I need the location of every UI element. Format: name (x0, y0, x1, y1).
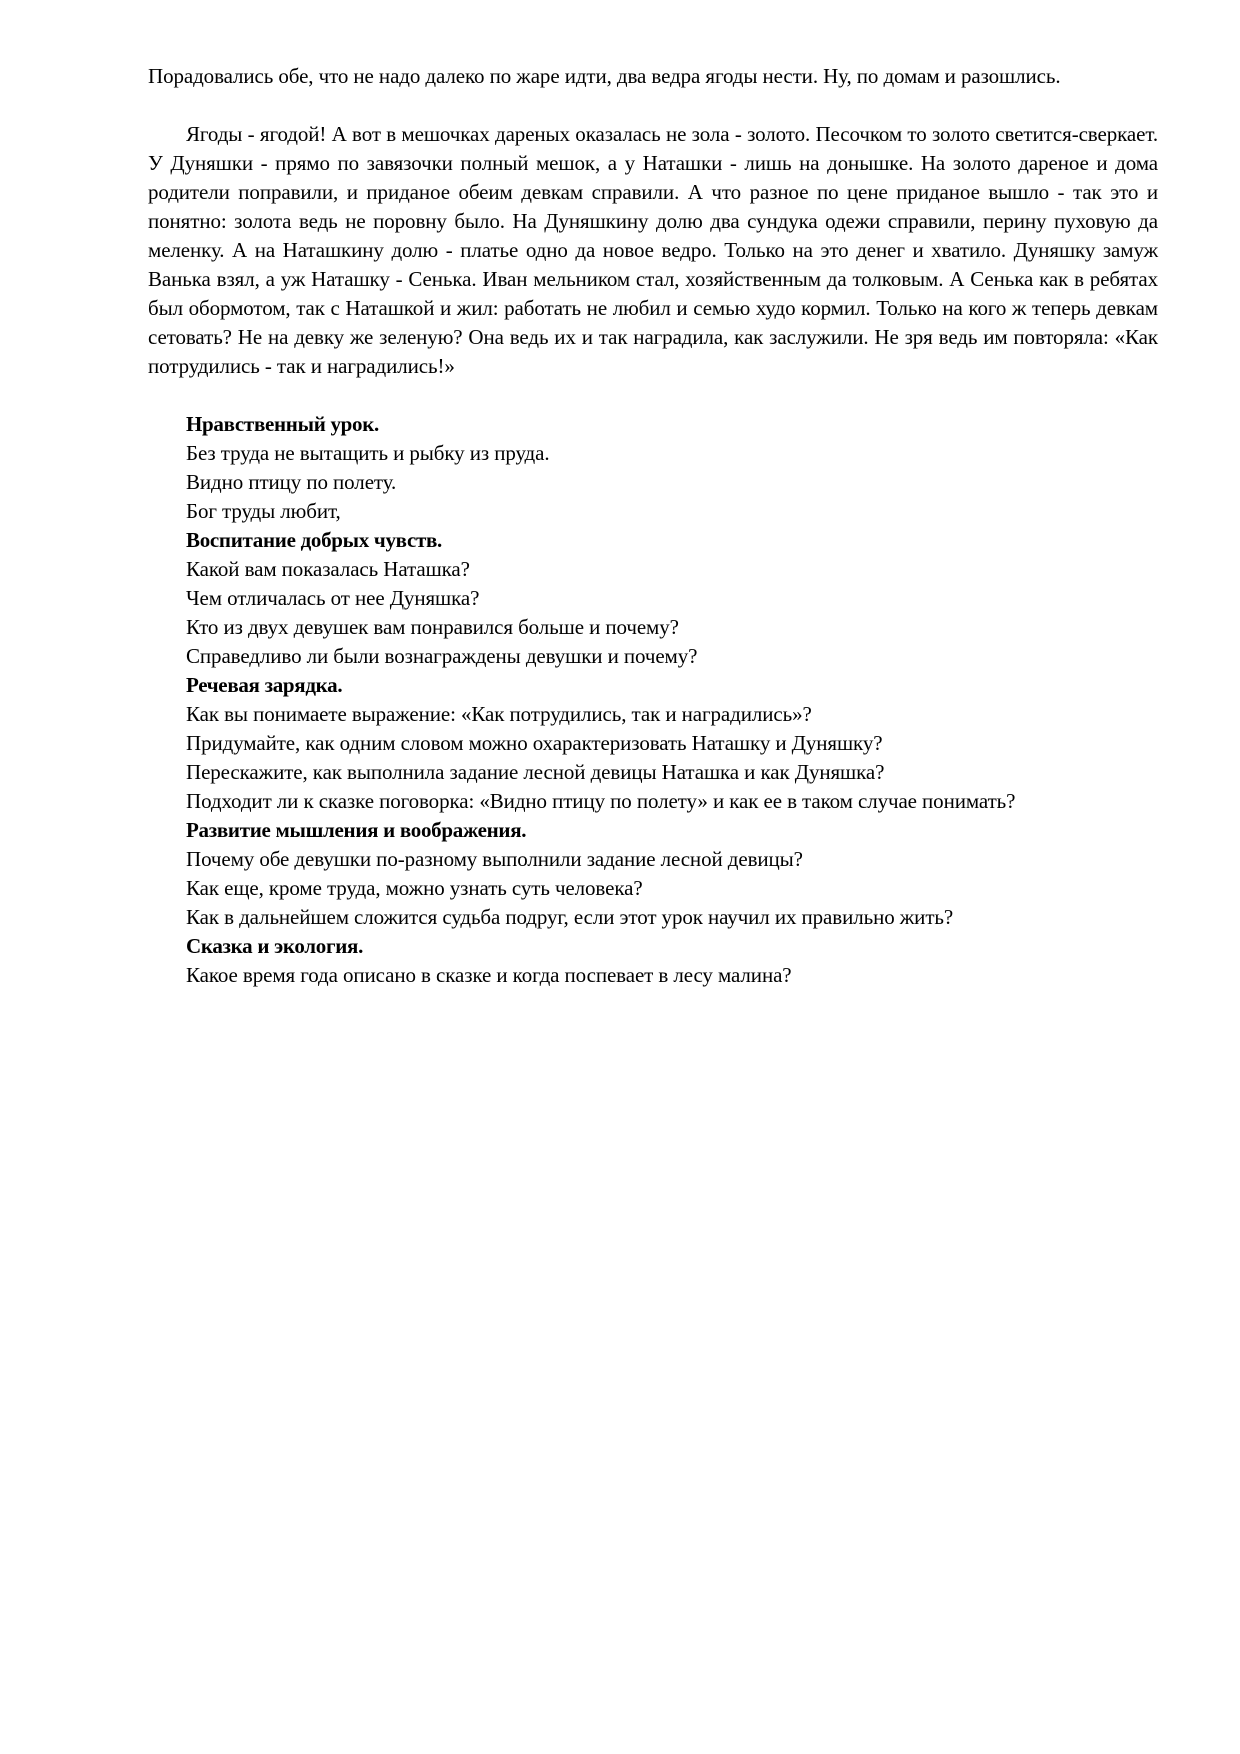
list-item: Какое время года описано в сказке и когда поспевает в лесу малина? (186, 963, 792, 987)
list-item: Перескажите, как выполнила задание лесной девицы Наташка и как Дуняшка? (186, 760, 885, 784)
list-item: Придумайте, как одним словом можно охарактеризовать Наташку и Дуняшку? (186, 731, 883, 755)
list-item: Без труда не вытащить и рыбку из пруда. (186, 441, 550, 465)
section-heading-tale-ecology: Сказка и экология. (186, 934, 364, 958)
intro-paragraph-2: Ягоды - ягодой! А вот в мешочках дареных оказалась не зола - золото. Песочком то золото светится-сверкает. У Дуняшки - прямо по завязочки полный мешок, а у Наташки - лишь на донышке. На золото дареное и дома родители поправили, и приданое обеим девкам справили. А что разное по цене приданое вышло - так это и понятно: золота ведь не поровну было. На Дуняшкину долю два сундука одежи справили, перину пуховую да меленку. А на Наташкину долю - платье одно да новое ведро. Только на это денег и хватило. Дуняшку замуж Ванька взял, а уж Наташку - Сенька. Иван мельником стал, хозяйственным да толковым. А Сенька как в ребятах был обормотом, так с Наташкой и жил: работать не любил и семью худо кормил. Только на кого ж теперь девкам сетовать? Не на девку же зеленую? Она ведь их и так наградила, как заслужили. Не зря ведь им повторяла: «Как потрудились - так и наградились!» (148, 122, 1158, 378)
list-item: Чем отличалась от нее Дуняшка? (186, 586, 480, 610)
list-item: Бог труды любит, (186, 499, 341, 523)
intro-paragraph-1: Порадовались обе, что не надо далеко по жаре идти, два ведра ягоды нести. Ну, по домам и разошлись. (148, 64, 1061, 88)
list-item: Какой вам показалась Наташка? (186, 557, 470, 581)
section-heading-moral-lesson: Нравственный урок. (186, 412, 379, 436)
section-heading-good-feelings: Воспитание добрых чувств. (186, 528, 442, 552)
list-item: Как в дальнейшем сложится судьба подруг, если этот урок научил их правильно жить? (186, 905, 954, 929)
list-item: Как вы понимаете выражение: «Как потрудились, так и наградились»? (186, 702, 812, 726)
list-item: Почему обе девушки по-разному выполнили задание лесной девицы? (186, 847, 803, 871)
list-item: Как еще, кроме труда, можно узнать суть человека? (186, 876, 643, 900)
section-heading-speech-exercise: Речевая зарядка. (186, 673, 343, 697)
list-item: Подходит ли к сказке поговорка: «Видно птицу по полету» и как ее в таком случае понимать? (186, 789, 1016, 813)
section-heading-thinking-imagination: Развитие мышления и воображения. (186, 818, 527, 842)
list-item: Кто из двух девушек вам понравился больше и почему? (186, 615, 679, 639)
list-item: Видно птицу по полету. (186, 470, 397, 494)
document-page (148, 62, 1158, 990)
list-item: Справедливо ли были вознаграждены девушки и почему? (186, 644, 698, 668)
